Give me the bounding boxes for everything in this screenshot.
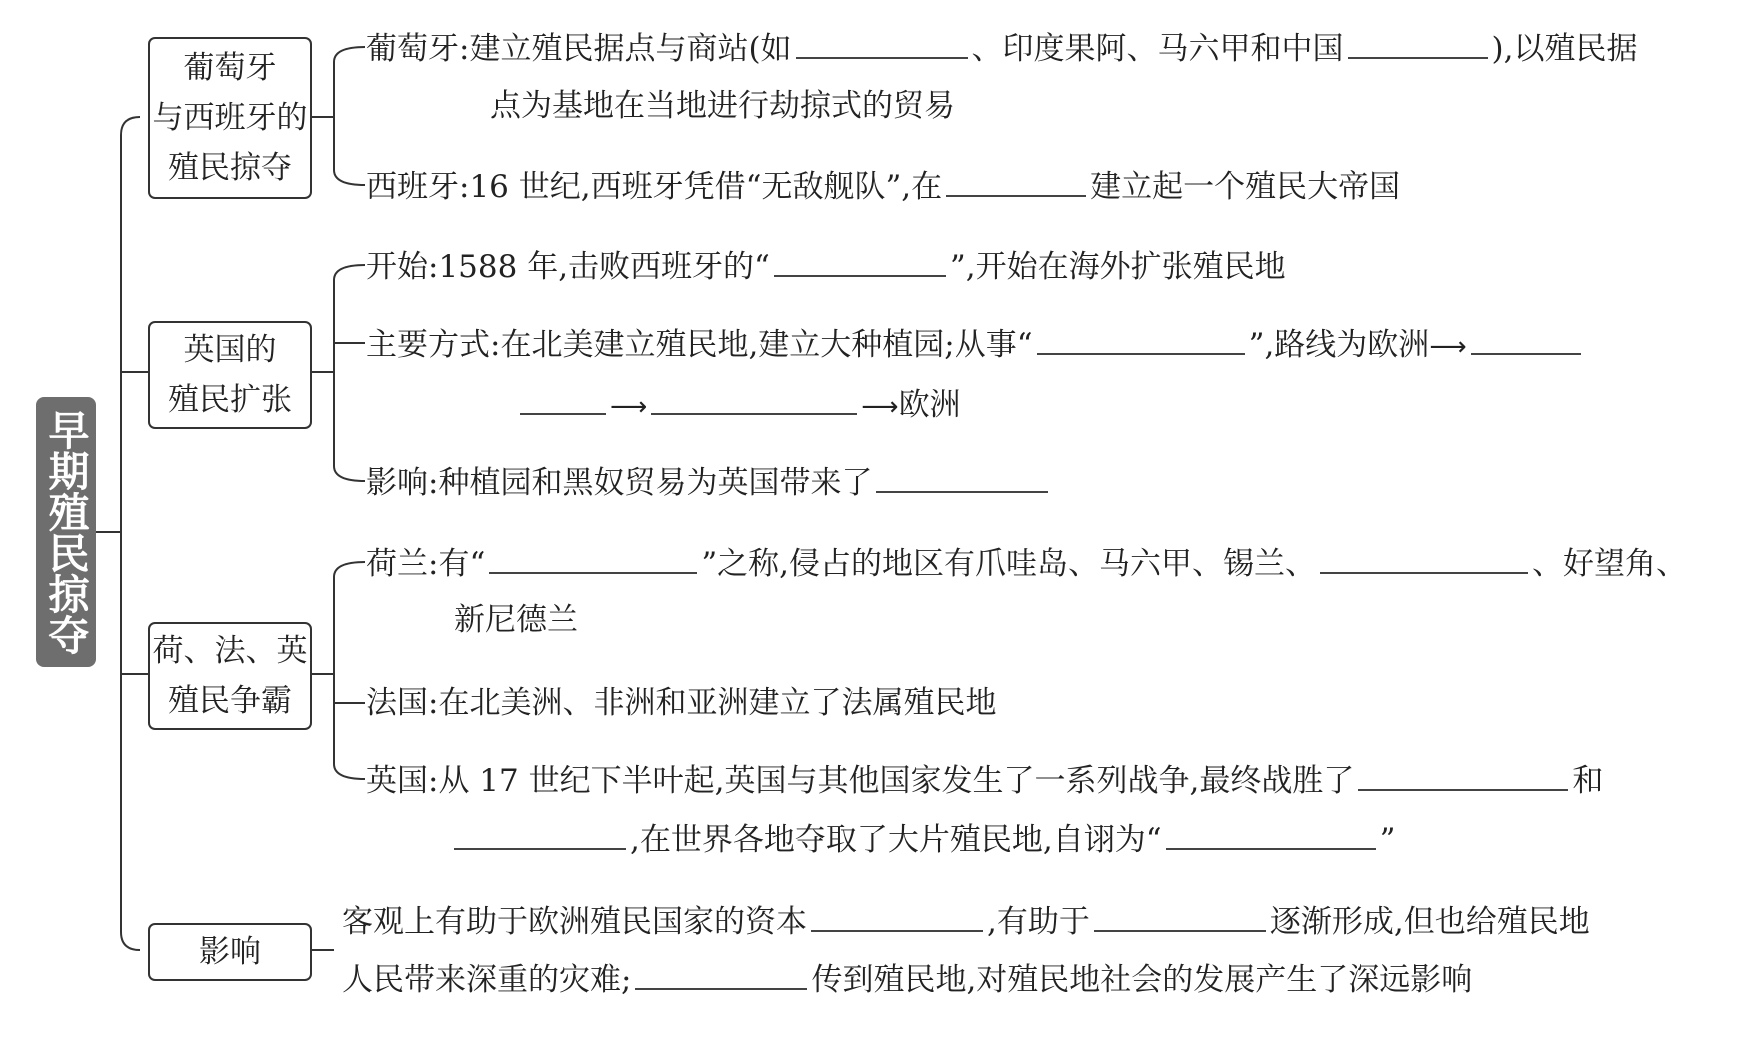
arrow-right-icon: ⟶	[1429, 332, 1467, 362]
fill-blank[interactable]	[1471, 323, 1581, 355]
item-label: 西班牙:	[366, 169, 470, 205]
item-britain-impact	[366, 461, 1052, 503]
fill-blank[interactable]	[1037, 323, 1245, 355]
item-britain-start	[366, 245, 1286, 287]
item-britain-method	[366, 323, 1585, 367]
category-britain-expansion	[148, 321, 312, 429]
category-line: 荷、法、英	[152, 633, 308, 669]
item-spain	[366, 165, 1400, 207]
item-netherlands	[366, 542, 1687, 584]
item-text: 和	[1572, 763, 1604, 799]
bracket-2	[334, 265, 365, 481]
fill-blank[interactable]	[454, 818, 626, 850]
category-hegemony	[148, 622, 312, 730]
item-text: 点为基地在当地进行劫掠式的贸易	[490, 88, 955, 124]
item-text: 、好望角、	[1532, 546, 1688, 582]
fill-blank[interactable]	[651, 383, 857, 415]
category-line: 葡萄牙	[183, 50, 277, 86]
fill-blank[interactable]	[876, 461, 1048, 493]
fill-blank[interactable]	[635, 958, 807, 990]
item-text: ”,路线为欧洲	[1248, 327, 1430, 363]
fill-blank[interactable]	[489, 542, 697, 574]
item-portugal-cont	[490, 86, 955, 126]
item-portugal	[366, 27, 1638, 69]
item-text: ”之称,侵占的地区有爪哇岛、马六甲、锡兰、	[701, 546, 1317, 582]
item-text: 、印度果阿、马六甲和中国	[971, 31, 1344, 67]
item-france	[366, 683, 996, 723]
item-impact	[342, 900, 1590, 942]
item-text: ”	[1379, 822, 1396, 858]
item-text: 客观上有助于欧洲殖民国家的资本	[342, 904, 807, 940]
bracket-1	[334, 47, 365, 185]
fill-blank[interactable]	[946, 165, 1086, 197]
root-title: 早期殖民掠夺	[41, 409, 90, 655]
fill-blank[interactable]	[1166, 818, 1376, 850]
arrow-right-icon: ⟶	[610, 392, 648, 422]
fill-blank[interactable]	[1320, 542, 1528, 574]
item-text: ,在世界各地夺取了大片殖民地,自诩为“	[630, 822, 1162, 858]
item-label: 法国:	[366, 685, 439, 721]
category-line: 殖民扩张	[168, 382, 292, 418]
item-label: 影响:	[366, 465, 439, 501]
item-label: 葡萄牙:	[366, 31, 470, 67]
category-line: 殖民争霸	[168, 683, 292, 719]
item-text: 有“	[438, 546, 486, 582]
fill-blank[interactable]	[811, 900, 983, 932]
item-text: 种植园和黑奴贸易为英国带来了	[438, 465, 873, 501]
item-netherlands-cont	[454, 600, 578, 640]
category-impact	[148, 923, 312, 981]
item-text: ),以殖民据	[1491, 31, 1638, 67]
item-label: 主要方式:	[366, 327, 501, 363]
item-text: ,有助于	[987, 904, 1090, 940]
fill-blank[interactable]	[520, 383, 606, 415]
item-text: 1588 年,击败西班牙的“	[438, 249, 770, 285]
item-text: 建立起一个殖民大帝国	[1090, 169, 1401, 205]
item-text: 在北美洲、非洲和亚洲建立了法属殖民地	[438, 685, 997, 721]
trunk-vertical	[121, 117, 140, 950]
fill-blank[interactable]	[1358, 759, 1568, 791]
item-text: ”,开始在海外扩张殖民地	[949, 249, 1286, 285]
fill-blank[interactable]	[774, 245, 946, 277]
item-text: 新尼德兰	[454, 602, 578, 638]
item-text: 人民带来深重的灾难;	[342, 962, 632, 998]
item-label: 开始:	[366, 249, 439, 285]
item-label: 英国:	[366, 763, 439, 799]
fill-blank[interactable]	[796, 27, 968, 59]
item-text: 逐渐形成,但也给殖民地	[1269, 904, 1590, 940]
item-text: 传到殖民地,对殖民地社会的发展产生了深远影响	[811, 962, 1473, 998]
item-britain-method-cont	[520, 383, 961, 427]
item-text: 从 17 世纪下半叶起,英国与其他国家发生了一系列战争,最终战胜了	[438, 763, 1355, 799]
fill-blank[interactable]	[1094, 900, 1266, 932]
category-line: 与西班牙的	[152, 100, 308, 136]
item-text: 建立殖民据点与商站(如	[469, 31, 792, 67]
arrow-right-icon: ⟶	[861, 392, 899, 422]
category-line: 殖民掠夺	[168, 150, 292, 186]
category-line: 影响	[199, 934, 261, 970]
item-text: 欧洲	[898, 387, 961, 423]
item-text: 在北美建立殖民地,建立大种植园;从事“	[500, 327, 1033, 363]
item-england-cont	[454, 818, 1395, 860]
item-label: 荷兰:	[366, 546, 439, 582]
item-text: 16 世纪,西班牙凭借“无敌舰队”,在	[469, 169, 943, 205]
category-portugal-spain	[148, 37, 312, 199]
item-england	[366, 759, 1603, 801]
fill-blank[interactable]	[1348, 27, 1488, 59]
bracket-3	[334, 562, 365, 779]
category-line: 英国的	[183, 332, 277, 368]
item-impact-cont	[342, 958, 1472, 1000]
